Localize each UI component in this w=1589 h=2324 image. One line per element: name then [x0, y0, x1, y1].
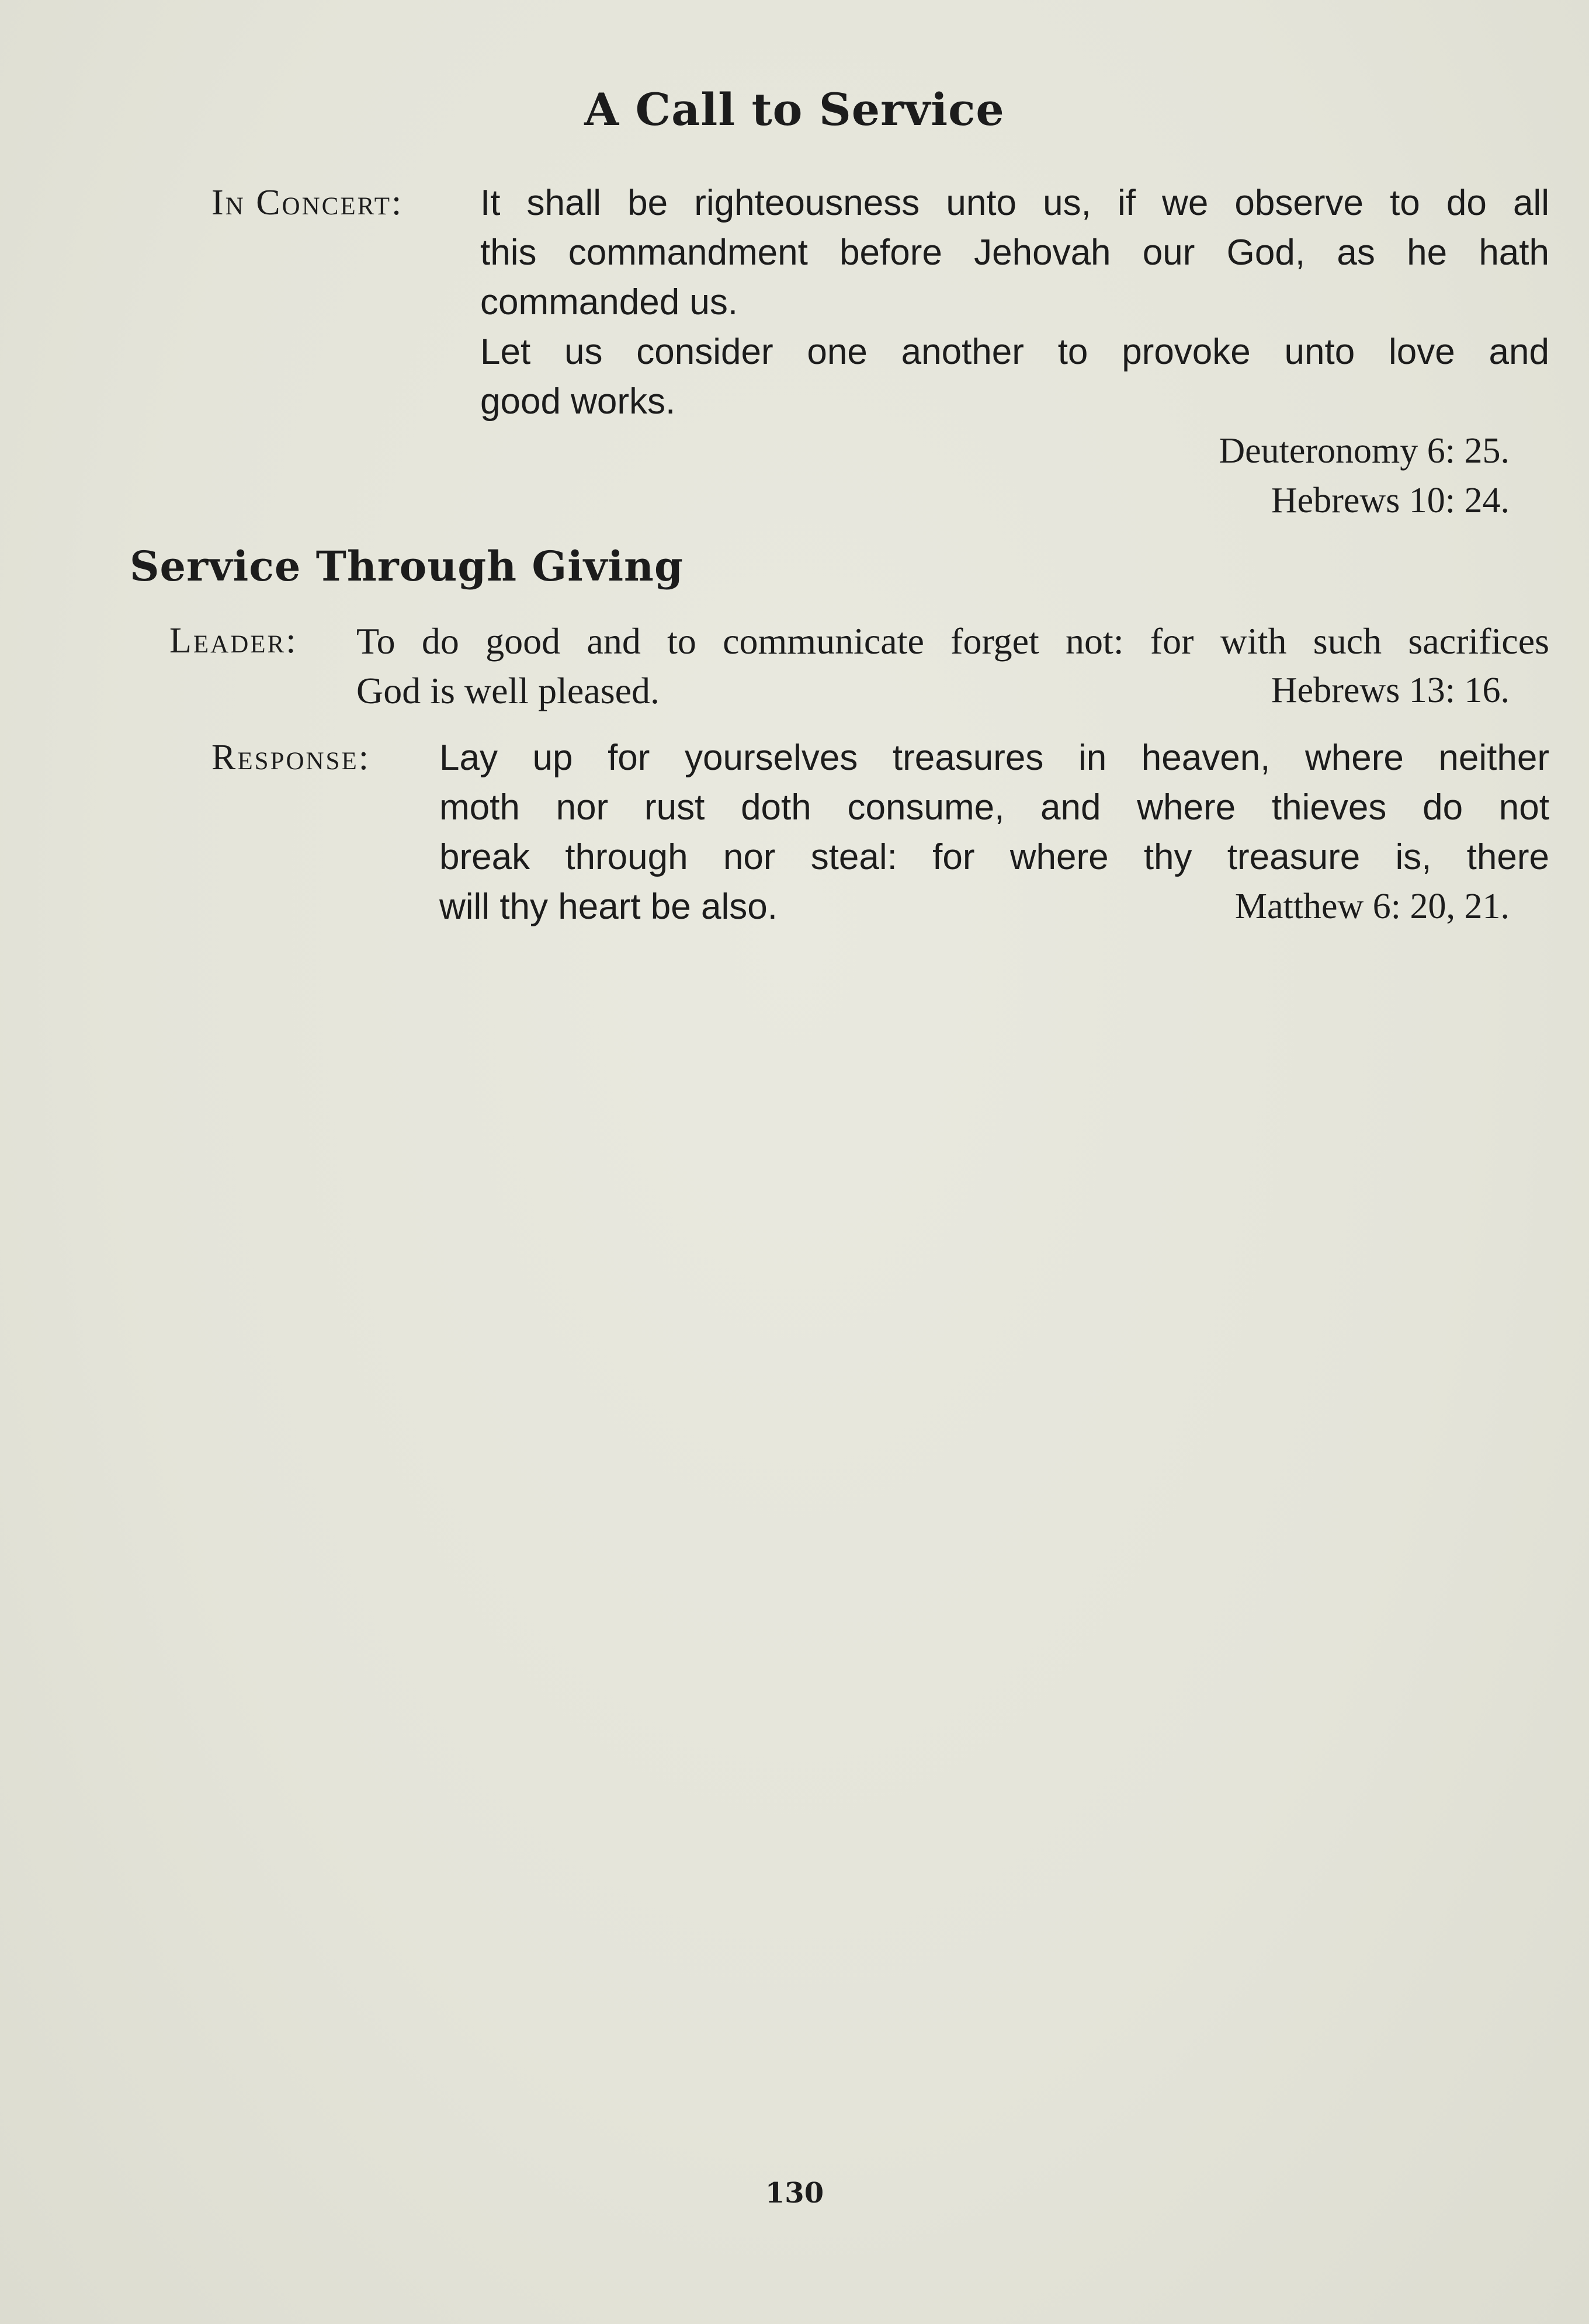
scripture-reference-hebrews-10: Hebrews 10: 24.	[1271, 481, 1510, 520]
scripture-reference-hebrews-13: Hebrews 13: 16.	[1271, 671, 1510, 710]
response-line-1: Lay up for yourselves treasures in heaven, where neither	[439, 738, 1549, 778]
concert-line-5: good works.	[480, 381, 676, 422]
response-line-4: will thy heart be also.	[439, 887, 778, 927]
response-line-3: break through nor steal: for where thy treasure is, there	[439, 837, 1549, 877]
page-title: A Call to Service	[584, 84, 1005, 136]
in-concert-label: In Concert:	[211, 183, 404, 223]
concert-line-2: this commandment before Jehovah our God, as he hath	[480, 232, 1549, 273]
response-line-2: moth nor rust doth consume, and where thieves do not	[439, 787, 1549, 828]
scripture-reference-matthew: Matthew 6: 20, 21.	[1234, 887, 1510, 926]
concert-line-4: Let us consider one another to provoke unto love and	[480, 332, 1549, 372]
scripture-reference-deuteronomy: Deuteronomy 6: 25.	[1219, 431, 1510, 471]
leader-label: Leader:	[169, 621, 298, 661]
leader-line-2: God is well pleased.	[356, 670, 660, 711]
response-label: Response:	[211, 738, 370, 777]
section-title: Service Through Giving	[130, 542, 684, 590]
leader-line-1: To do good and to communicate forget not: for with such sacrifices	[356, 620, 1549, 662]
page-number: 130	[765, 2177, 824, 2210]
concert-line-3: commanded us.	[480, 282, 738, 322]
concert-line-1: It shall be righteousness unto us, if we observe to do all	[480, 183, 1549, 223]
